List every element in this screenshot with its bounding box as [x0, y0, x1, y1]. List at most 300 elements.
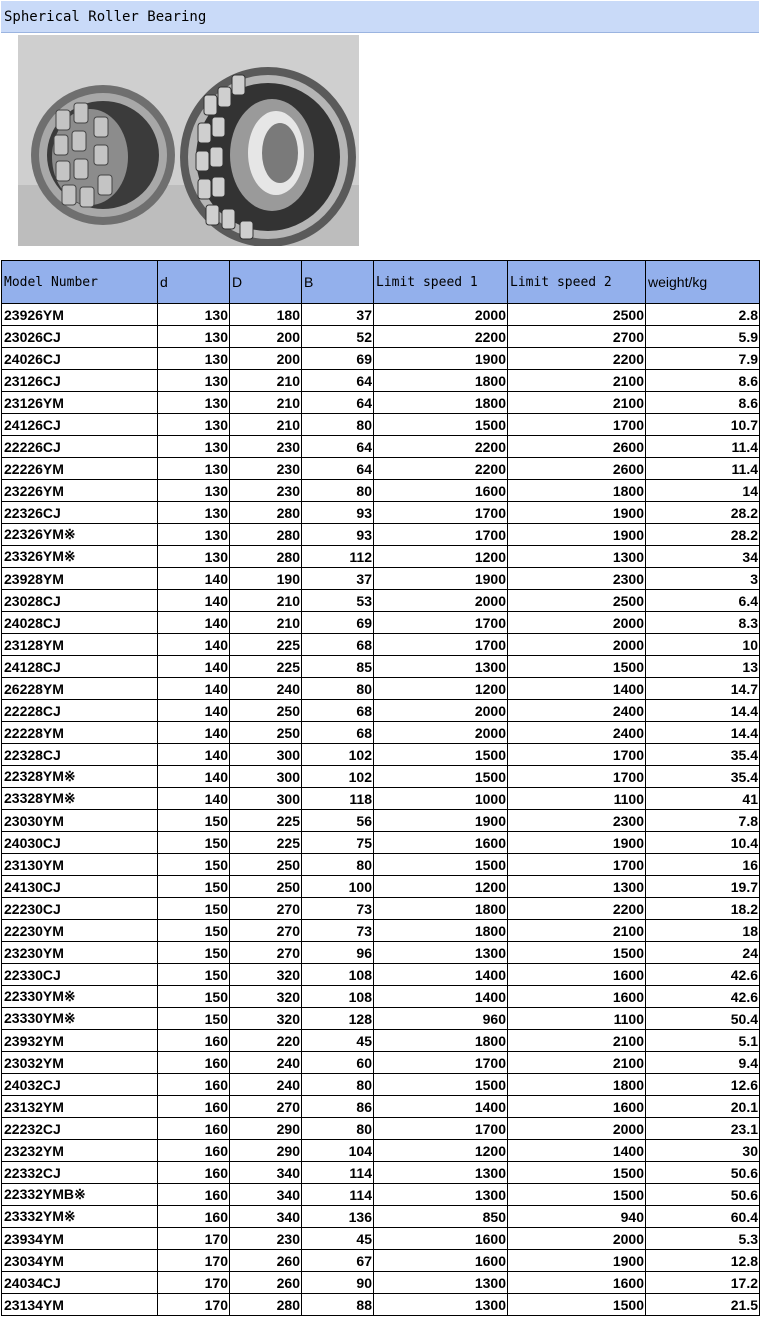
cell-limit-speed-2: 2500 — [508, 304, 646, 326]
cell-d: 140 — [158, 788, 230, 810]
cell-limit-speed-1: 1900 — [374, 348, 508, 370]
cell-B: 108 — [302, 986, 374, 1008]
cell-B: 67 — [302, 1250, 374, 1272]
cell-limit-speed-1: 1700 — [374, 634, 508, 656]
cell-D: 225 — [230, 810, 302, 832]
table-row — [2, 524, 760, 546]
cell-D: 220 — [230, 1030, 302, 1052]
cell-model: 22326CJ — [2, 502, 158, 524]
cell-weight: 19.7 — [646, 876, 760, 898]
cell-model: 23326YM※ — [2, 546, 158, 568]
cell-model: 23928YM — [2, 568, 158, 590]
cell-B: 60 — [302, 1052, 374, 1074]
cell-d: 130 — [158, 546, 230, 568]
cell-weight: 34 — [646, 546, 760, 568]
table-row — [2, 414, 760, 436]
cell-B: 90 — [302, 1272, 374, 1294]
cell-model: 22232CJ — [2, 1118, 158, 1140]
cell-B: 108 — [302, 964, 374, 986]
cell-d: 140 — [158, 722, 230, 744]
cell-model: 22332YMB※ — [2, 1184, 158, 1206]
cell-limit-speed-2: 1500 — [508, 1184, 646, 1206]
cell-limit-speed-1: 1800 — [374, 392, 508, 414]
cell-limit-speed-1: 2000 — [374, 590, 508, 612]
cell-model: 23328YM※ — [2, 788, 158, 810]
table-row — [2, 502, 760, 524]
cell-limit-speed-1: 2000 — [374, 722, 508, 744]
cell-D: 250 — [230, 854, 302, 876]
cell-weight: 13 — [646, 656, 760, 678]
cell-limit-speed-1: 1600 — [374, 1228, 508, 1250]
cell-limit-speed-2: 2300 — [508, 568, 646, 590]
table-row — [2, 348, 760, 370]
cell-d: 130 — [158, 392, 230, 414]
cell-limit-speed-2: 2100 — [508, 1030, 646, 1052]
cell-limit-speed-2: 1700 — [508, 854, 646, 876]
cell-D: 320 — [230, 964, 302, 986]
table-row — [2, 436, 760, 458]
cell-limit-speed-1: 2000 — [374, 700, 508, 722]
cell-limit-speed-2: 1300 — [508, 876, 646, 898]
cell-weight: 5.9 — [646, 326, 760, 348]
cell-D: 260 — [230, 1272, 302, 1294]
cell-weight: 21.5 — [646, 1294, 760, 1316]
cell-model: 24126CJ — [2, 414, 158, 436]
cell-d: 160 — [158, 1052, 230, 1074]
cell-d: 160 — [158, 1184, 230, 1206]
table-row — [2, 458, 760, 480]
cell-d: 130 — [158, 348, 230, 370]
cell-D: 270 — [230, 898, 302, 920]
cell-d: 140 — [158, 656, 230, 678]
cell-weight: 11.4 — [646, 436, 760, 458]
cell-weight: 8.3 — [646, 612, 760, 634]
cell-limit-speed-2: 1400 — [508, 678, 646, 700]
cell-B: 68 — [302, 634, 374, 656]
cell-model: 22226CJ — [2, 436, 158, 458]
cell-D: 240 — [230, 1052, 302, 1074]
cell-limit-speed-1: 1300 — [374, 1294, 508, 1316]
cell-model: 23028CJ — [2, 590, 158, 612]
cell-limit-speed-2: 1900 — [508, 1250, 646, 1272]
cell-D: 190 — [230, 568, 302, 590]
table-row — [2, 304, 760, 326]
cell-model: 22230YM — [2, 920, 158, 942]
page-title: Spherical Roller Bearing — [1, 1, 759, 33]
cell-d: 170 — [158, 1228, 230, 1250]
cell-d: 150 — [158, 876, 230, 898]
cell-d: 150 — [158, 854, 230, 876]
cell-limit-speed-1: 1500 — [374, 1074, 508, 1096]
cell-model: 26228YM — [2, 678, 158, 700]
cell-weight: 42.6 — [646, 986, 760, 1008]
cell-model: 22326YM※ — [2, 524, 158, 546]
cell-d: 150 — [158, 920, 230, 942]
cell-weight: 10.7 — [646, 414, 760, 436]
cell-B: 100 — [302, 876, 374, 898]
cell-D: 240 — [230, 1074, 302, 1096]
cell-limit-speed-2: 1900 — [508, 524, 646, 546]
cell-model: 24032CJ — [2, 1074, 158, 1096]
table-row — [2, 656, 760, 678]
cell-model: 24130CJ — [2, 876, 158, 898]
cell-B: 45 — [302, 1030, 374, 1052]
cell-limit-speed-2: 1700 — [508, 766, 646, 788]
cell-weight: 23.1 — [646, 1118, 760, 1140]
table-body — [2, 304, 760, 1316]
cell-D: 340 — [230, 1184, 302, 1206]
cell-D: 340 — [230, 1206, 302, 1228]
cell-limit-speed-2: 2100 — [508, 920, 646, 942]
bearing-photo — [18, 35, 359, 246]
cell-B: 64 — [302, 370, 374, 392]
cell-limit-speed-1: 1700 — [374, 612, 508, 634]
cell-model: 23230YM — [2, 942, 158, 964]
cell-limit-speed-1: 1900 — [374, 810, 508, 832]
cell-limit-speed-2: 2000 — [508, 1228, 646, 1250]
table-row — [2, 832, 760, 854]
cell-d: 130 — [158, 436, 230, 458]
cell-weight: 24 — [646, 942, 760, 964]
cell-D: 290 — [230, 1140, 302, 1162]
cell-limit-speed-2: 2000 — [508, 1118, 646, 1140]
cell-B: 112 — [302, 546, 374, 568]
cell-limit-speed-1: 2200 — [374, 458, 508, 480]
table-row — [2, 1008, 760, 1030]
cell-model: 23932YM — [2, 1030, 158, 1052]
cell-model: 22226YM — [2, 458, 158, 480]
cell-B: 114 — [302, 1184, 374, 1206]
table-row — [2, 1074, 760, 1096]
cell-weight: 12.6 — [646, 1074, 760, 1096]
cell-limit-speed-1: 1300 — [374, 1184, 508, 1206]
cell-limit-speed-1: 2200 — [374, 436, 508, 458]
cell-weight: 2.8 — [646, 304, 760, 326]
cell-d: 130 — [158, 480, 230, 502]
cell-d: 140 — [158, 678, 230, 700]
table-row — [2, 876, 760, 898]
cell-limit-speed-2: 1600 — [508, 964, 646, 986]
cell-d: 130 — [158, 458, 230, 480]
header-model-number: Model Number — [2, 261, 158, 304]
cell-d: 140 — [158, 634, 230, 656]
cell-limit-speed-1: 1900 — [374, 568, 508, 590]
cell-model: 23132YM — [2, 1096, 158, 1118]
cell-d: 150 — [158, 810, 230, 832]
table-row — [2, 1096, 760, 1118]
cell-d: 130 — [158, 524, 230, 546]
cell-D: 270 — [230, 920, 302, 942]
cell-d: 140 — [158, 766, 230, 788]
cell-model: 22230CJ — [2, 898, 158, 920]
cell-D: 210 — [230, 612, 302, 634]
cell-limit-speed-1: 1700 — [374, 524, 508, 546]
table-row — [2, 1030, 760, 1052]
table-row — [2, 590, 760, 612]
cell-weight: 14.4 — [646, 722, 760, 744]
cell-limit-speed-2: 2500 — [508, 590, 646, 612]
cell-limit-speed-1: 1300 — [374, 656, 508, 678]
cell-weight: 35.4 — [646, 766, 760, 788]
cell-weight: 14.4 — [646, 700, 760, 722]
cell-limit-speed-2: 2400 — [508, 722, 646, 744]
cell-d: 160 — [158, 1140, 230, 1162]
cell-weight: 7.8 — [646, 810, 760, 832]
cell-D: 300 — [230, 766, 302, 788]
cell-B: 85 — [302, 656, 374, 678]
cell-D: 225 — [230, 656, 302, 678]
cell-B: 104 — [302, 1140, 374, 1162]
cell-weight: 42.6 — [646, 964, 760, 986]
cell-model: 22330YM※ — [2, 986, 158, 1008]
cell-model: 23126YM — [2, 392, 158, 414]
cell-d: 150 — [158, 832, 230, 854]
table-row — [2, 1052, 760, 1074]
cell-D: 230 — [230, 480, 302, 502]
cell-B: 52 — [302, 326, 374, 348]
cell-D: 300 — [230, 744, 302, 766]
cell-B: 69 — [302, 612, 374, 634]
cell-B: 68 — [302, 700, 374, 722]
cell-limit-speed-1: 850 — [374, 1206, 508, 1228]
cell-D: 260 — [230, 1250, 302, 1272]
cell-limit-speed-1: 1800 — [374, 370, 508, 392]
table-row — [2, 1294, 760, 1316]
cell-model: 23130YM — [2, 854, 158, 876]
cell-limit-speed-2: 2200 — [508, 898, 646, 920]
cell-limit-speed-2: 1500 — [508, 1294, 646, 1316]
table-row — [2, 1118, 760, 1140]
cell-B: 102 — [302, 744, 374, 766]
table-row — [2, 370, 760, 392]
cell-limit-speed-1: 1600 — [374, 480, 508, 502]
cell-limit-speed-1: 1300 — [374, 1272, 508, 1294]
cell-D: 280 — [230, 546, 302, 568]
cell-weight: 60.4 — [646, 1206, 760, 1228]
table-row — [2, 1184, 760, 1206]
cell-limit-speed-2: 1500 — [508, 1162, 646, 1184]
cell-B: 118 — [302, 788, 374, 810]
cell-D: 300 — [230, 788, 302, 810]
cell-weight: 28.2 — [646, 502, 760, 524]
table-row — [2, 986, 760, 1008]
cell-d: 160 — [158, 1096, 230, 1118]
cell-weight: 9.4 — [646, 1052, 760, 1074]
cell-limit-speed-2: 940 — [508, 1206, 646, 1228]
cell-limit-speed-2: 1800 — [508, 1074, 646, 1096]
cell-weight: 3 — [646, 568, 760, 590]
table-row — [2, 634, 760, 656]
header-limit-speed-1: Limit speed 1 — [374, 261, 508, 304]
cell-model: 22328YM※ — [2, 766, 158, 788]
table-row — [2, 854, 760, 876]
cell-model: 23126CJ — [2, 370, 158, 392]
cell-d: 170 — [158, 1294, 230, 1316]
cell-limit-speed-2: 1700 — [508, 414, 646, 436]
header-limit-speed-2: Limit speed 2 — [508, 261, 646, 304]
cell-B: 80 — [302, 480, 374, 502]
cell-d: 170 — [158, 1250, 230, 1272]
table-row — [2, 1162, 760, 1184]
cell-model: 23232YM — [2, 1140, 158, 1162]
cell-D: 290 — [230, 1118, 302, 1140]
table-row — [2, 942, 760, 964]
cell-D: 270 — [230, 942, 302, 964]
cell-D: 280 — [230, 1294, 302, 1316]
cell-limit-speed-2: 1900 — [508, 502, 646, 524]
cell-limit-speed-2: 1500 — [508, 656, 646, 678]
cell-D: 210 — [230, 414, 302, 436]
cell-limit-speed-1: 2000 — [374, 304, 508, 326]
cell-weight: 50.4 — [646, 1008, 760, 1030]
table-row — [2, 744, 760, 766]
table-row — [2, 546, 760, 568]
cell-limit-speed-1: 1700 — [374, 1118, 508, 1140]
table-row — [2, 766, 760, 788]
cell-limit-speed-1: 1800 — [374, 920, 508, 942]
cell-weight: 7.9 — [646, 348, 760, 370]
table-row — [2, 1250, 760, 1272]
cell-d: 140 — [158, 612, 230, 634]
cell-model: 22228CJ — [2, 700, 158, 722]
table-row — [2, 810, 760, 832]
cell-d: 130 — [158, 502, 230, 524]
cell-limit-speed-1: 1800 — [374, 898, 508, 920]
table-row — [2, 700, 760, 722]
table-row — [2, 480, 760, 502]
cell-limit-speed-1: 1000 — [374, 788, 508, 810]
table-row — [2, 722, 760, 744]
cell-d: 160 — [158, 1118, 230, 1140]
cell-weight: 14 — [646, 480, 760, 502]
table-row — [2, 898, 760, 920]
cell-limit-speed-1: 1500 — [374, 744, 508, 766]
cell-D: 230 — [230, 458, 302, 480]
cell-B: 73 — [302, 898, 374, 920]
cell-weight: 18.2 — [646, 898, 760, 920]
cell-limit-speed-2: 1500 — [508, 942, 646, 964]
cell-D: 210 — [230, 370, 302, 392]
cell-model: 23034YM — [2, 1250, 158, 1272]
cell-d: 160 — [158, 1030, 230, 1052]
cell-d: 150 — [158, 942, 230, 964]
cell-model: 24026CJ — [2, 348, 158, 370]
bearing-spec-table — [1, 260, 760, 1316]
header-d: d — [158, 261, 230, 304]
cell-B: 64 — [302, 458, 374, 480]
cell-d: 130 — [158, 304, 230, 326]
table-row — [2, 1228, 760, 1250]
cell-limit-speed-2: 2000 — [508, 612, 646, 634]
cell-limit-speed-2: 2000 — [508, 634, 646, 656]
cell-limit-speed-1: 1300 — [374, 1162, 508, 1184]
cell-limit-speed-2: 2700 — [508, 326, 646, 348]
cell-weight: 17.2 — [646, 1272, 760, 1294]
cell-D: 280 — [230, 524, 302, 546]
cell-d: 140 — [158, 700, 230, 722]
cell-limit-speed-2: 1100 — [508, 1008, 646, 1030]
cell-d: 150 — [158, 1008, 230, 1030]
cell-model: 23926YM — [2, 304, 158, 326]
cell-limit-speed-1: 1200 — [374, 678, 508, 700]
cell-weight: 20.1 — [646, 1096, 760, 1118]
table-row — [2, 964, 760, 986]
cell-limit-speed-2: 1300 — [508, 546, 646, 568]
cell-model: 22228YM — [2, 722, 158, 744]
table-row — [2, 326, 760, 348]
cell-D: 210 — [230, 392, 302, 414]
cell-limit-speed-1: 1500 — [374, 766, 508, 788]
cell-model: 22332CJ — [2, 1162, 158, 1184]
table-row — [2, 392, 760, 414]
cell-weight: 16 — [646, 854, 760, 876]
cell-D: 225 — [230, 634, 302, 656]
cell-B: 75 — [302, 832, 374, 854]
cell-model: 23332YM※ — [2, 1206, 158, 1228]
cell-weight: 30 — [646, 1140, 760, 1162]
cell-B: 128 — [302, 1008, 374, 1030]
cell-limit-speed-1: 1400 — [374, 1096, 508, 1118]
cell-B: 68 — [302, 722, 374, 744]
cell-D: 210 — [230, 590, 302, 612]
cell-D: 340 — [230, 1162, 302, 1184]
cell-limit-speed-1: 1500 — [374, 854, 508, 876]
cell-weight: 50.6 — [646, 1162, 760, 1184]
table-row — [2, 678, 760, 700]
cell-d: 160 — [158, 1074, 230, 1096]
cell-limit-speed-2: 2100 — [508, 1052, 646, 1074]
cell-B: 73 — [302, 920, 374, 942]
cell-limit-speed-2: 1600 — [508, 986, 646, 1008]
cell-B: 37 — [302, 568, 374, 590]
cell-weight: 28.2 — [646, 524, 760, 546]
cell-B: 136 — [302, 1206, 374, 1228]
cell-B: 86 — [302, 1096, 374, 1118]
cell-model: 22328CJ — [2, 744, 158, 766]
cell-D: 230 — [230, 436, 302, 458]
cell-model: 24128CJ — [2, 656, 158, 678]
cell-model: 24034CJ — [2, 1272, 158, 1294]
cell-limit-speed-2: 2400 — [508, 700, 646, 722]
cell-limit-speed-2: 2600 — [508, 436, 646, 458]
table-header-row — [2, 261, 760, 304]
cell-limit-speed-1: 1700 — [374, 502, 508, 524]
cell-limit-speed-1: 1500 — [374, 414, 508, 436]
cell-limit-speed-1: 1400 — [374, 964, 508, 986]
cell-limit-speed-2: 2200 — [508, 348, 646, 370]
cell-d: 150 — [158, 964, 230, 986]
table-row — [2, 1140, 760, 1162]
cell-limit-speed-2: 1900 — [508, 832, 646, 854]
cell-limit-speed-1: 1800 — [374, 1030, 508, 1052]
cell-limit-speed-1: 1600 — [374, 832, 508, 854]
cell-weight: 8.6 — [646, 392, 760, 414]
cell-limit-speed-2: 1600 — [508, 1096, 646, 1118]
cell-limit-speed-2: 1400 — [508, 1140, 646, 1162]
cell-d: 170 — [158, 1272, 230, 1294]
cell-D: 280 — [230, 502, 302, 524]
table-row — [2, 568, 760, 590]
cell-d: 150 — [158, 898, 230, 920]
cell-model: 23226YM — [2, 480, 158, 502]
cell-limit-speed-2: 2600 — [508, 458, 646, 480]
cell-limit-speed-1: 1300 — [374, 942, 508, 964]
cell-limit-speed-2: 1100 — [508, 788, 646, 810]
cell-B: 93 — [302, 524, 374, 546]
table-row — [2, 920, 760, 942]
cell-d: 150 — [158, 986, 230, 1008]
cell-weight: 8.6 — [646, 370, 760, 392]
